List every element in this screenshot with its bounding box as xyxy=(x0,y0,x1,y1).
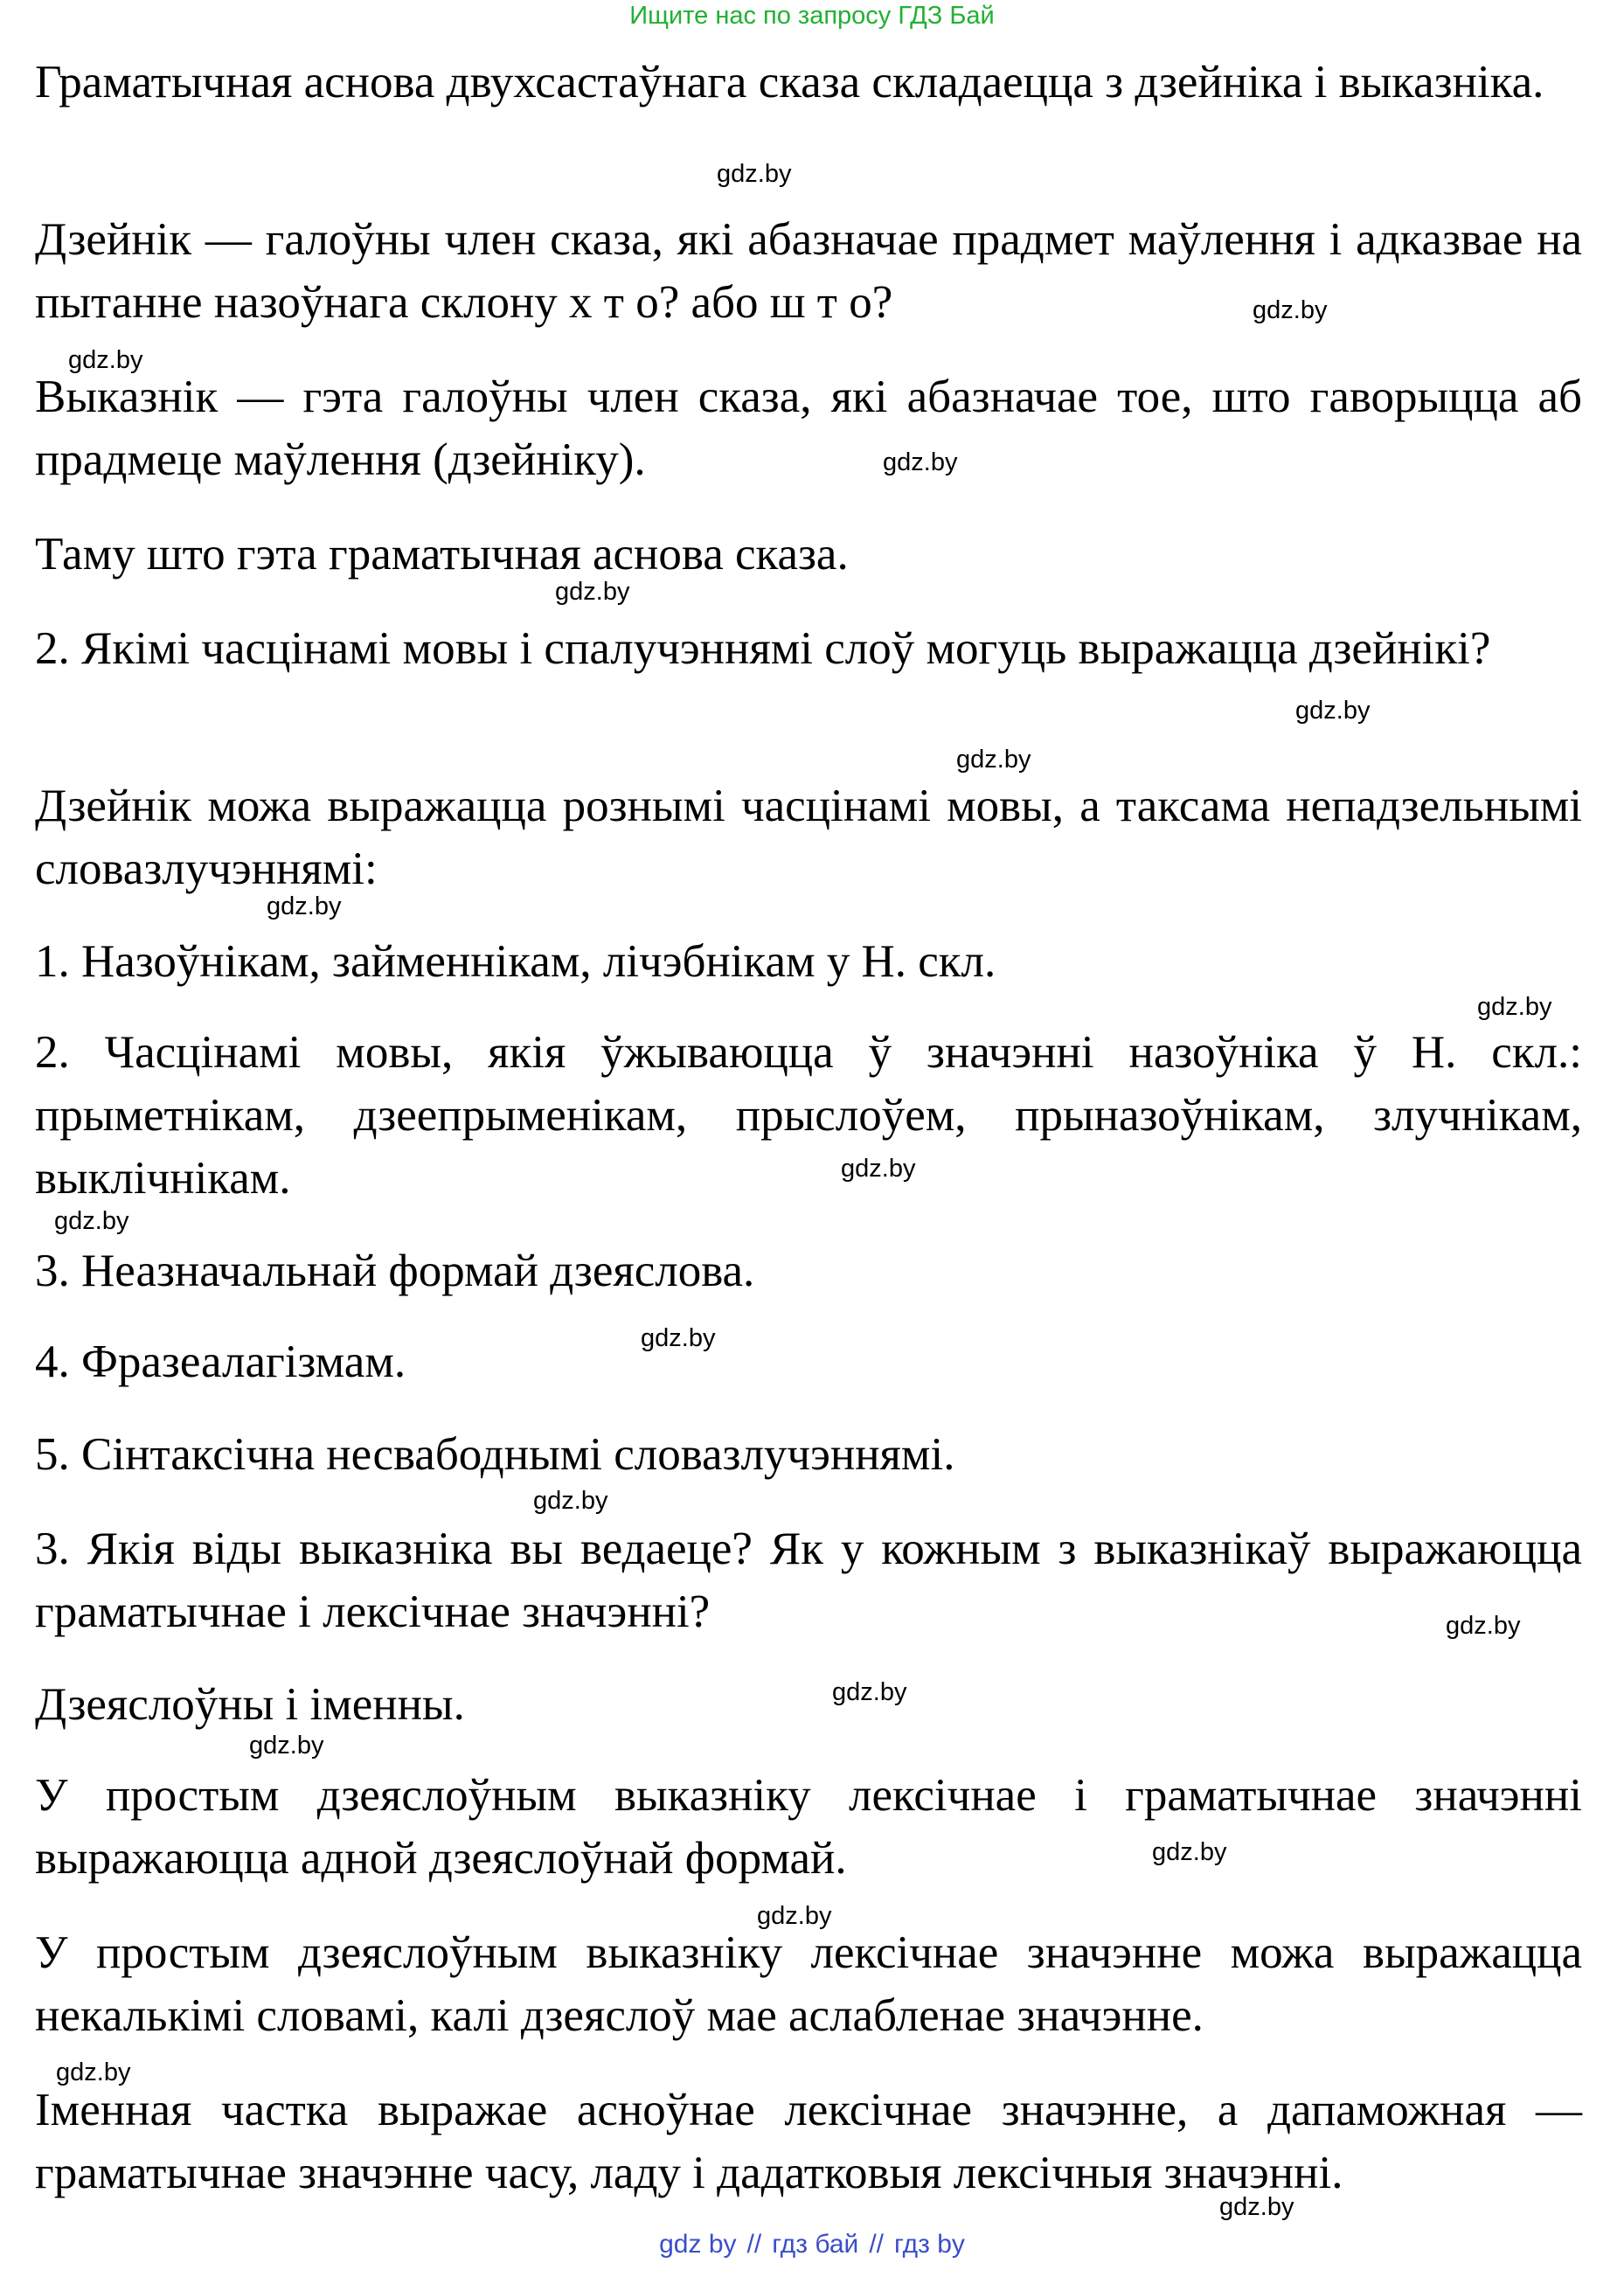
footer-links xyxy=(0,2227,1624,2262)
footer-link-gdz-bai[interactable]: гдз бай xyxy=(772,2230,859,2259)
paragraph-3: Выказнік — гэта галоўны член сказа, які абазначае тое, што гаворыцца аб прадмеце маўлення (дзейніку). xyxy=(35,371,1582,485)
watermark: gdz.by xyxy=(641,1324,716,1352)
paragraph-10: 4. Фразеалагізмам. xyxy=(35,1336,406,1387)
watermark: gdz.by xyxy=(1152,1838,1227,1866)
watermark: gdz.by xyxy=(832,1678,907,1706)
watermark: gdz.by xyxy=(54,1207,129,1235)
watermark: gdz.by xyxy=(249,1732,324,1760)
paragraph-14: У простым дзеяслоўным выказніку лексічнае і граматычнае значэнні выражаюцца адной дзеяслоўнай формай. xyxy=(35,1770,1582,1884)
watermark: gdz.by xyxy=(1446,1612,1521,1640)
paragraph-8: 2. Часцінамі мовы, якія ўжываюцца ў значэнні назоўніка ў Н. скл.: прыметнікам, дзеепрыменікам, прыслоўем, прыназоўнікам, злучнікам, выклічнікам. xyxy=(35,1027,1582,1204)
paragraph-4: Таму што гэта граматычная аснова сказа. xyxy=(35,529,849,580)
footer-separator: // xyxy=(869,2230,884,2259)
paragraph-12: 3. Якія віды выказніка вы ведаеце? Як у кожным з выказнікаў выражаюцца граматычнае і лексічнае значэнні? xyxy=(35,1524,1582,1637)
paragraph-7: 1. Назоўнікам, займеннікам, лічэбнікам у Н. скл. xyxy=(35,936,996,987)
watermark: gdz.by xyxy=(956,746,1031,774)
footer-link-gdz-by-cyr[interactable]: гдз by xyxy=(894,2230,965,2259)
watermark: gdz.by xyxy=(841,1155,916,1183)
paragraph-9: 3. Неазначальнай формай дзеяслова. xyxy=(35,1246,755,1296)
watermark: gdz.by xyxy=(555,578,630,606)
footer-link-gdz-by[interactable]: gdz by xyxy=(659,2230,737,2259)
watermark: gdz.by xyxy=(267,892,342,920)
paragraph-1: Граматычная аснова двухсастаўнага сказа складаецца з дзейніка і выказніка. xyxy=(35,57,1544,108)
watermark: gdz.by xyxy=(1219,2193,1294,2221)
watermark: gdz.by xyxy=(717,160,792,188)
watermark: gdz.by xyxy=(1477,993,1552,1021)
paragraph-2: Дзейнік — галоўны член сказа, які абазначае прадмет маўлення і адказвае на пытанне назоўнага склону х т о? або ш т о? xyxy=(35,214,1582,328)
watermark: gdz.by xyxy=(1295,697,1371,725)
watermark: gdz.by xyxy=(533,1487,608,1515)
watermark: gdz.by xyxy=(56,2058,131,2086)
watermark: gdz.by xyxy=(757,1902,832,1930)
paragraph-5: 2. Якімі часцінамі мовы і спалучэннямі слоў могуць выражацца дзейнікі? xyxy=(35,623,1491,674)
watermark: gdz.by xyxy=(883,448,958,476)
header-search-link[interactable]: Ищите нас по запросу ГДЗ Бай xyxy=(629,2,995,30)
watermark: gdz.by xyxy=(68,346,143,374)
watermark: gdz.by xyxy=(1253,296,1328,324)
footer-separator: // xyxy=(746,2230,762,2259)
paragraph-15: У простым дзеяслоўным выказніку лексічнае значэнне можа выражацца некалькімі словамі, калі дзеяслоў мае аслабленае значэнне. xyxy=(35,1927,1582,2041)
paragraph-16: Іменная частка выражае асноўнае лексічнае значэнне, а дапаможная — граматычнае значэнне часу, ладу і дадатковыя лексічныя значэнні. xyxy=(35,2085,1582,2198)
paragraph-6: Дзейнік можа выражацца рознымі часцінамі мовы, а таксама непадзельнымі словазлучэннямі: xyxy=(35,781,1582,894)
paragraph-13: Дзеяслоўны і іменны. xyxy=(35,1679,465,1730)
paragraph-11: 5. Сінтаксічна несвабоднымі словазлучэннямі. xyxy=(35,1429,955,1480)
